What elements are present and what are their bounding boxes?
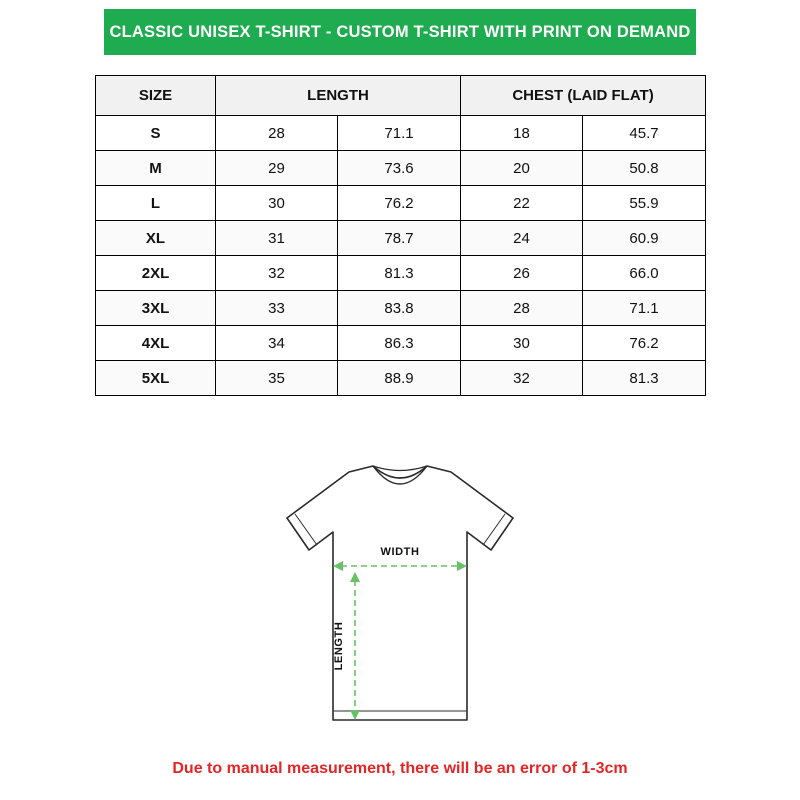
chest-cm-cell: 50.8 bbox=[583, 151, 706, 186]
length-in-cell: 32 bbox=[216, 256, 338, 291]
length-cm-cell: 81.3 bbox=[338, 256, 461, 291]
length-in-cell: 29 bbox=[216, 151, 338, 186]
measurement-error-note: Due to manual measurement, there will be an error of 1-3cm bbox=[172, 760, 628, 777]
size-cell: M bbox=[96, 151, 216, 186]
length-cm-cell: 86.3 bbox=[338, 326, 461, 361]
header-size: SIZE bbox=[96, 76, 216, 116]
chest-cm-cell: 66.0 bbox=[583, 256, 706, 291]
length-label: LENGTH bbox=[333, 621, 345, 671]
chest-in-cell: 32 bbox=[461, 361, 583, 396]
chest-in-cell: 18 bbox=[461, 116, 583, 151]
chest-cm-cell: 45.7 bbox=[583, 116, 706, 151]
length-in-cell: 35 bbox=[216, 361, 338, 396]
chest-in-cell: 24 bbox=[461, 221, 583, 256]
chest-in-cell: 22 bbox=[461, 186, 583, 221]
length-in-cell: 30 bbox=[216, 186, 338, 221]
header-row bbox=[96, 76, 706, 116]
size-cell: XL bbox=[96, 221, 216, 256]
table-row bbox=[96, 116, 706, 151]
size-table bbox=[95, 75, 706, 396]
tshirt-measurement-diagram bbox=[255, 448, 545, 748]
length-cm-cell: 88.9 bbox=[338, 361, 461, 396]
chest-cm-cell: 81.3 bbox=[583, 361, 706, 396]
page-title: CLASSIC UNISEX T-SHIRT - CUSTOM T-SHIRT WITH PRINT ON DEMAND bbox=[109, 22, 691, 41]
chest-cm-cell: 76.2 bbox=[583, 326, 706, 361]
size-cell: L bbox=[96, 186, 216, 221]
width-label: WIDTH bbox=[380, 546, 420, 558]
chest-cm-cell: 55.9 bbox=[583, 186, 706, 221]
table-row bbox=[96, 256, 706, 291]
table-row bbox=[96, 361, 706, 396]
table-row bbox=[96, 326, 706, 361]
chest-in-cell: 30 bbox=[461, 326, 583, 361]
length-cm-cell: 76.2 bbox=[338, 186, 461, 221]
table-row bbox=[96, 151, 706, 186]
size-cell: 3XL bbox=[96, 291, 216, 326]
table-row bbox=[96, 186, 706, 221]
table-row bbox=[96, 291, 706, 326]
size-table-body bbox=[96, 116, 706, 396]
length-cm-cell: 83.8 bbox=[338, 291, 461, 326]
chest-in-cell: 20 bbox=[461, 151, 583, 186]
length-cm-cell: 78.7 bbox=[338, 221, 461, 256]
chest-cm-cell: 71.1 bbox=[583, 291, 706, 326]
tshirt-diagram-svg bbox=[255, 448, 545, 748]
length-cm-cell: 73.6 bbox=[338, 151, 461, 186]
header-length: LENGTH bbox=[216, 76, 461, 116]
size-cell: 4XL bbox=[96, 326, 216, 361]
tshirt-outline bbox=[287, 466, 513, 720]
title-banner bbox=[104, 9, 696, 55]
chest-in-cell: 28 bbox=[461, 291, 583, 326]
header-chest: CHEST (LAID FLAT) bbox=[461, 76, 706, 116]
length-in-cell: 34 bbox=[216, 326, 338, 361]
size-cell: 5XL bbox=[96, 361, 216, 396]
length-in-cell: 33 bbox=[216, 291, 338, 326]
size-table-header bbox=[96, 76, 706, 116]
length-in-cell: 31 bbox=[216, 221, 338, 256]
size-cell: 2XL bbox=[96, 256, 216, 291]
collar-back-line bbox=[373, 466, 427, 471]
length-cm-cell: 71.1 bbox=[338, 116, 461, 151]
size-cell: S bbox=[96, 116, 216, 151]
chest-in-cell: 26 bbox=[461, 256, 583, 291]
chest-cm-cell: 60.9 bbox=[583, 221, 706, 256]
table-row bbox=[96, 221, 706, 256]
length-in-cell: 28 bbox=[216, 116, 338, 151]
